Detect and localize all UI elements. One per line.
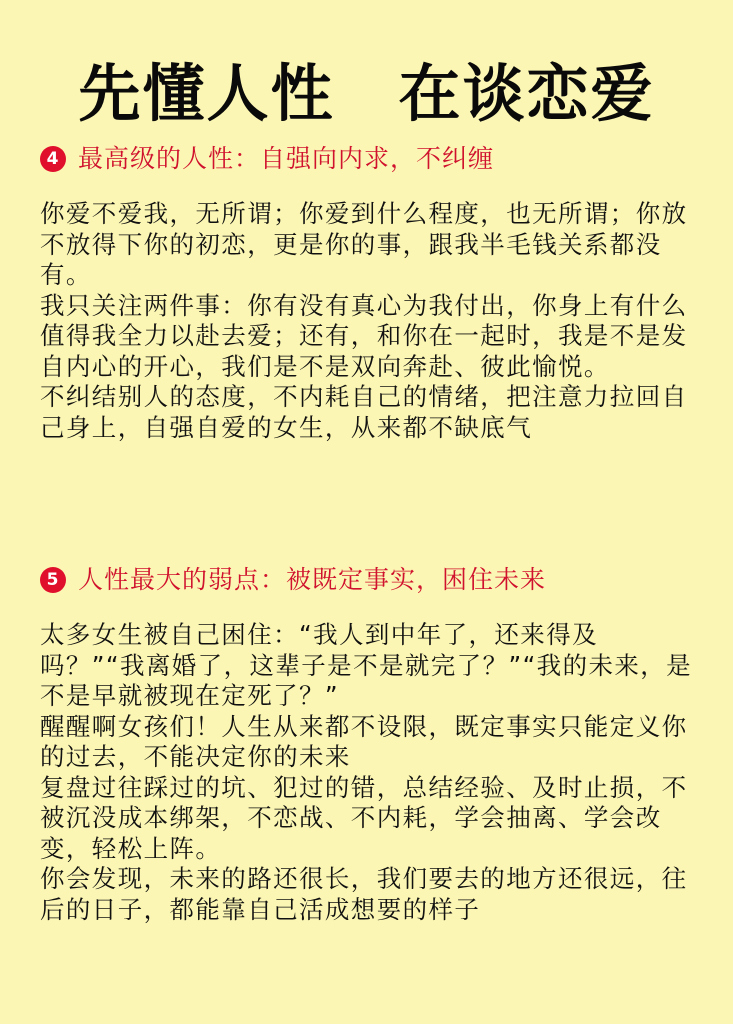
section-body-4 [40, 199, 695, 443]
section-heading-text: 人性最大的弱点：被既定事实，困住未来 [78, 565, 547, 594]
paragraph: 复盘过往踩过的坑、犯过的错，总结经验、及时止损，不被沉没成本绑架，不恋战、不内耗，学会抽离、学会改变，轻松上阵。 [40, 772, 688, 863]
paragraph: 太多女生被自己困住：“我人到中年了，还来得及吗？”“我离婚了，这辈子是不是就完了？”“我的未来，是不是早就被现在定死了？” [40, 620, 693, 710]
number-badge-5: 5 [40, 567, 66, 593]
section-heading-text: 最高级的人性：自强向内求，不纠缠 [78, 144, 495, 173]
paragraph: 你爱不爱我，无所谓；你爱到什么程度，也无所谓；你放不放得下你的初恋，更是你的事，跟我半毛钱关系都没有。 [40, 199, 688, 289]
paragraph: 醒醒啊女孩们！人生从来都不设限，既定事实只能定义你的过去，不能决定你的未来 [40, 711, 688, 771]
page-title: 先懂人性 在谈恋爱 [78, 57, 655, 130]
paragraph: 我只关注两件事：你有没有真心为我付出，你身上有什么值得我全力以赴去爱；还有，和你在一起时，我是不是发自内心的开心，我们是不是双向奔赴、彼此愉悦。 [40, 290, 688, 381]
paragraph: 你会发现，未来的路还很长，我们要去的地方还很远，往后的日子，都能靠自己活成想要的样子 [40, 864, 688, 924]
section-body-5 [40, 620, 695, 925]
number-badge-4: 4 [40, 146, 66, 172]
section-heading-5 [40, 563, 546, 597]
paragraph: 不纠结别人的态度，不内耗自己的情绪，把注意力拉回自己身上，自强自爱的女生，从来都不缺底气 [40, 382, 688, 442]
section-heading-4 [40, 142, 494, 176]
